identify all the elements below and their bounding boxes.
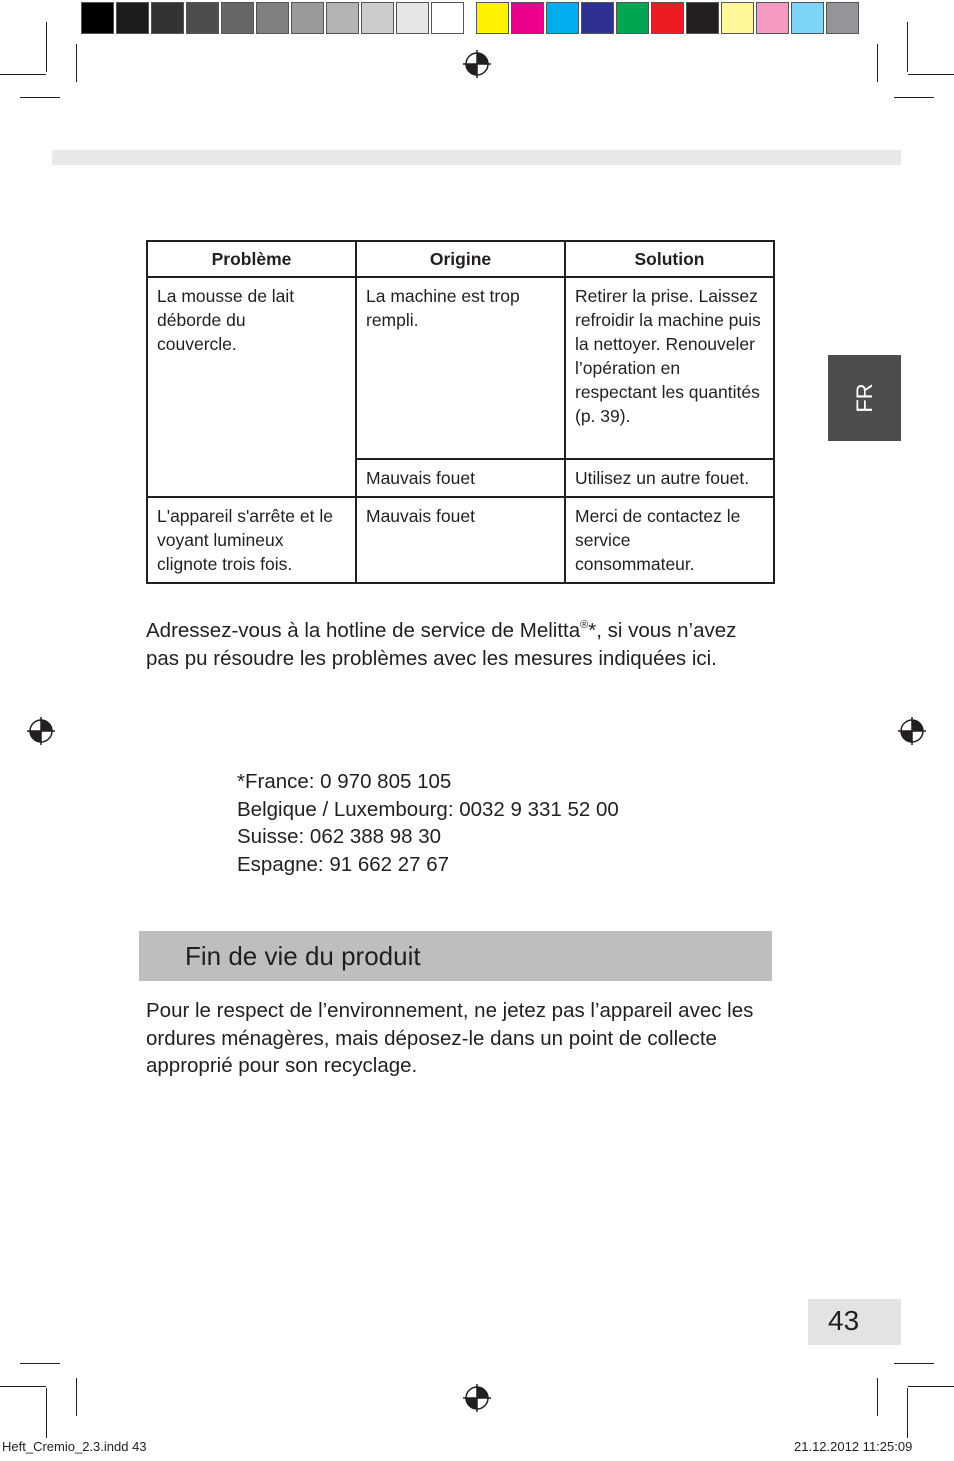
hotline-intro xyxy=(146,617,746,672)
color-swatch xyxy=(756,2,789,34)
registration-mark-icon xyxy=(462,1383,492,1413)
page-number-box xyxy=(808,1299,901,1345)
table-header-row xyxy=(147,241,774,277)
color-swatch xyxy=(116,2,149,34)
language-label: FR xyxy=(851,383,877,413)
hotline-intro-text-end: *, si vous n’avez pas pu résoudre les problèmes avec les mesures indiquées ici. xyxy=(146,619,737,670)
color-swatch xyxy=(721,2,754,34)
page-number: 43 xyxy=(828,1305,860,1336)
hotline-belgium-luxembourg: Belgique / Luxembourg: 0032 9 331 52 00 xyxy=(237,797,619,821)
crop-mark xyxy=(0,1386,46,1387)
crop-mark xyxy=(877,44,878,82)
column-header-origin: Origine xyxy=(356,241,565,277)
header-band xyxy=(52,150,901,165)
color-swatch xyxy=(431,2,464,34)
registration-mark-icon xyxy=(462,49,492,79)
color-swatch xyxy=(361,2,394,34)
color-swatch xyxy=(616,2,649,34)
color-swatch xyxy=(81,2,114,34)
hotline-france: *France: 0 970 805 105 xyxy=(237,770,452,793)
color-swatch xyxy=(221,2,254,34)
crop-mark xyxy=(76,44,77,82)
color-swatch xyxy=(476,2,509,34)
hotline-switzerland: Suisse: 062 388 98 30 xyxy=(237,825,442,848)
problem-cell: La mousse de lait déborde du couvercle. xyxy=(147,277,356,497)
color-swatch xyxy=(546,2,579,34)
table-row xyxy=(147,277,774,459)
hotline-spain: Espagne: 91 662 27 67 xyxy=(237,852,450,876)
color-swatch xyxy=(186,2,219,34)
color-swatch xyxy=(326,2,359,34)
solution-cell: Utilisez un autre fouet. xyxy=(565,459,774,497)
color-calibration-bar xyxy=(81,2,861,36)
table-row xyxy=(147,497,774,583)
registered-mark: ® xyxy=(580,619,589,631)
section-title: Fin de vie du produit xyxy=(185,941,421,971)
origin-cell: Mauvais fouet xyxy=(356,497,565,583)
crop-mark xyxy=(894,1363,934,1364)
origin-cell: Mauvais fouet xyxy=(356,459,565,497)
section-header xyxy=(139,931,772,981)
color-swatch xyxy=(686,2,719,34)
crop-mark xyxy=(20,97,60,98)
hotline-list xyxy=(237,768,619,878)
color-swatch xyxy=(651,2,684,34)
color-swatch xyxy=(396,2,429,34)
color-swatch xyxy=(291,2,324,34)
crop-mark xyxy=(76,1378,77,1416)
crop-mark xyxy=(907,22,908,72)
problem-cell: L'appareil s'arrête et le voyant lumineux clignote trois fois. xyxy=(147,497,356,583)
color-bar-gap xyxy=(466,2,476,36)
crop-mark xyxy=(46,22,47,72)
disposal-paragraph: Pour le respect de l’environnement, ne jetez pas l’appareil avec les ordures ménagères, mais déposez-le dans un point de collecte approprié pour son recyclage. xyxy=(146,999,754,1077)
hotline-intro-text: Adressez-vous à la hotline de service de Melitta xyxy=(146,619,581,642)
crop-mark xyxy=(894,97,934,98)
color-swatch xyxy=(826,2,859,34)
color-swatch xyxy=(791,2,824,34)
slug-filename: Heft_Cremio_2.3.indd 43 xyxy=(2,1439,147,1454)
color-swatch xyxy=(151,2,184,34)
slug-timestamp: 21.12.2012 11:25:09 xyxy=(794,1439,913,1454)
origin-cell: La machine est trop rempli. xyxy=(356,277,565,459)
language-tab xyxy=(828,355,901,441)
crop-mark xyxy=(877,1378,878,1416)
color-swatch xyxy=(511,2,544,34)
column-header-problem: Problème xyxy=(147,241,356,277)
column-header-solution: Solution xyxy=(565,241,774,277)
color-swatch xyxy=(581,2,614,34)
crop-mark xyxy=(0,74,46,75)
registration-mark-icon xyxy=(897,716,927,746)
crop-mark xyxy=(46,1388,47,1438)
crop-mark xyxy=(20,1363,60,1364)
solution-cell: Merci de contactez le service consommateur. xyxy=(565,497,774,583)
crop-mark xyxy=(908,74,954,75)
crop-mark xyxy=(908,1386,954,1387)
troubleshooting-table xyxy=(146,240,775,584)
registration-mark-icon xyxy=(26,716,56,746)
color-swatch xyxy=(256,2,289,34)
crop-mark xyxy=(907,1388,908,1438)
solution-cell: Retirer la prise. Laissez refroidir la machine puis la nettoyer. Renouveler l’opération en respectant les quantités (p. 39). xyxy=(565,277,774,459)
